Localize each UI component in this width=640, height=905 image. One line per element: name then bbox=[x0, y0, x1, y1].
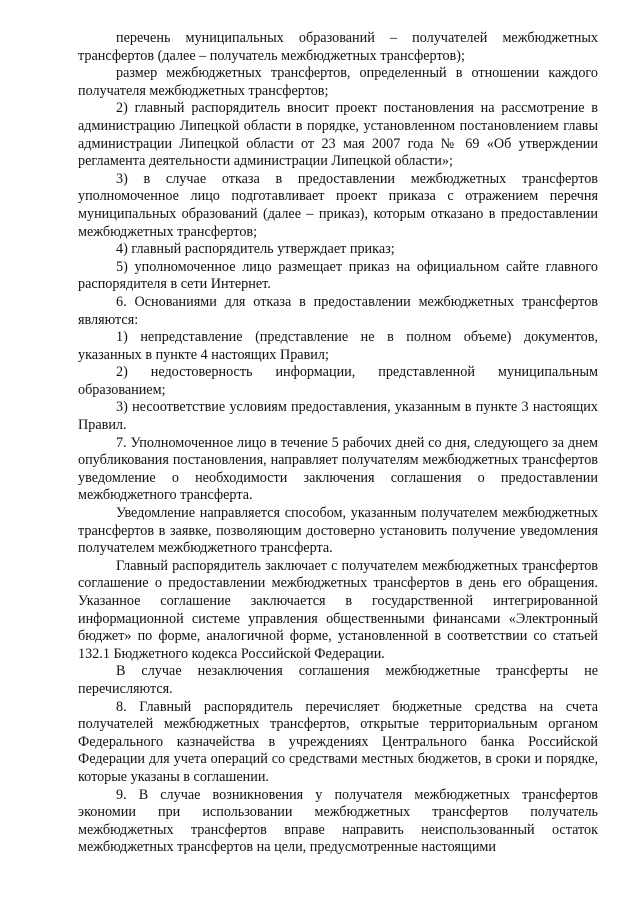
paragraph-transfer-amount: размер межбюджетных трансфертов, определенный в отношении каждого получателя межбюджетных трансфертов; bbox=[78, 65, 598, 99]
paragraph-section-7: 7. Уполномоченное лицо в течение 5 рабочих дней со дня, следующего за днем опубликования постановления, направляет получателям межбюджетных трансфертов уведомление о необходимости заключения соглашения о предоставлении межбюджетного трансферта. bbox=[78, 434, 598, 504]
paragraph-step-4: 4) главный распорядитель утверждает приказ; bbox=[116, 241, 395, 258]
paragraph-step-3: 3) в случае отказа в предоставлении межбюджетных трансфертов уполномоченное лицо подготавливает проект приказа с отражением перечня муниципальных образований (далее – приказ), которым отказано в предоставлении межбюджетных трансфертов; bbox=[78, 170, 598, 240]
paragraph-refusal-1: 1) непредставление (представление не в полном объеме) документов, указанных в пункте 4 настоящих Правил; bbox=[78, 329, 598, 363]
paragraph-agreement: Главный распорядитель заключает с получателем межбюджетных трансфертов соглашение о предоставлении межбюджетных трансфертов в день его обращения. Указанное соглашение заключается в государственной интегрированной информационной системе управления общественными финансами «Электронный бюджет» по форме, аналогичной форме, установленной в соответствии со статьей 132.1 Бюджетного кодекса Российской Федерации. bbox=[78, 557, 598, 662]
paragraph-no-agreement: В случае незаключения соглашения межбюджетные трансферты не перечисляются. bbox=[78, 663, 598, 697]
paragraph-step-2: 2) главный распорядитель вносит проект постановления на рассмотрение в администрацию Липецкой области в порядке, установленном постановлением главы администрации Липецкой области от 23 мая 2007 года № 69 «Об утверждении регламента деятельности администрации Липецкой области»; bbox=[78, 100, 598, 170]
paragraph-refusal-2: 2) недостоверность информации, представленной муниципальным образованием; bbox=[78, 364, 598, 398]
paragraph-recipients-list: перечень муниципальных образований – получателей межбюджетных трансфертов (далее – получатель межбюджетных трансфертов); bbox=[78, 30, 598, 64]
paragraph-section-9: 9. В случае возникновения у получателя межбюджетных трансфертов экономии при использовании межбюджетных трансфертов получатель межбюджетных трансфертов вправе направить неиспользованный остаток межбюджетных трансфертов на цели, предусмотренные настоящими bbox=[78, 786, 598, 856]
paragraph-step-5: 5) уполномоченное лицо размещает приказ на официальном сайте главного распорядителя в сети Интернет. bbox=[78, 258, 598, 293]
paragraph-section-8: 8. Главный распорядитель перечисляет бюджетные средства на счета получателей межбюджетных трансфертов, открытые территориальным органом Федерального казначейства в учреждениях Центрального банка Российской Федерации для учета операций со средствами местных бюджетов, в сроки и порядке, которые указаны в соглашении. bbox=[78, 698, 598, 785]
paragraph-notification: Уведомление направляется способом, указанным получателем межбюджетных трансфертов в заявке, позволяющим достоверно установить получение уведомления получателем межбюджетного трансферта. bbox=[78, 505, 598, 557]
paragraph-section-6: 6. Основаниями для отказа в предоставлении межбюджетных трансфертов являются: bbox=[78, 293, 598, 328]
paragraph-refusal-3: 3) несоответствие условиям предоставления, указанным в пункте 3 настоящих Правил. bbox=[78, 399, 598, 434]
document-page bbox=[78, 30, 598, 857]
